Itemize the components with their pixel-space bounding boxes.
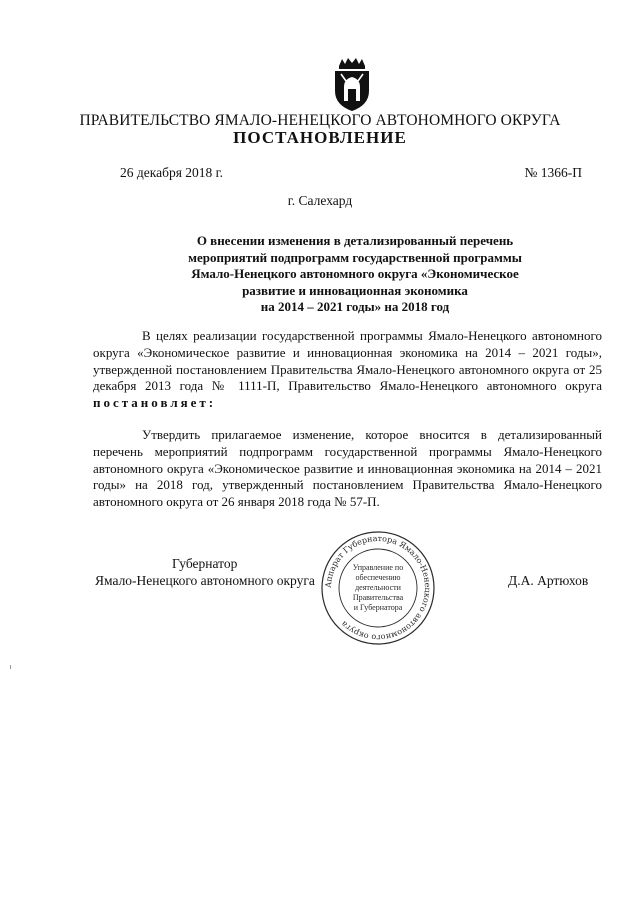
subject-line: на 2014 – 2021 годы» на 2018 год (260, 299, 450, 314)
document-city: г. Салехард (287, 193, 353, 208)
organization-name: ПРАВИТЕЛЬСТВО ЯМАЛО-НЕНЕЦКОГО АВТОНОМНОГО ОКРУГА (79, 112, 561, 129)
stamp-line: обеспечению (355, 573, 401, 582)
resolution-text: Утвердить прилагаемое изменение, которое вносится в детализированный перечень мероприятий подпрограмм государственной программы Ямало-Ненецкого автономного округа «Экономическое развитие и инновационная экономика на 2014 – 2021 годы» на 2018 год, утвержденный постановлением Правительства Ямало-Ненецкого автономного округа от 26 января 2018 года № 57-П. (93, 427, 602, 510)
subject-line: О внесении изменения в детализированный перечень (196, 233, 514, 248)
document-number: № 1366-П (524, 165, 582, 180)
official-stamp (319, 529, 437, 647)
stamp-line: деятельности (355, 583, 401, 592)
subject-line: мероприятий подпрограмм государственной программы (188, 249, 522, 265)
subject-line: Ямало-Ненецкого автономного округа «Экономическое (191, 266, 519, 281)
preamble-paragraph (93, 328, 602, 412)
yamal-coat-of-arms-icon (327, 57, 377, 113)
resolution-paragraph (93, 427, 602, 511)
stamp-line: и Губернатора (353, 603, 403, 612)
signatory-organization: Ямало-Ненецкого автономного округа (95, 573, 315, 588)
preamble-text: В целях реализации государственной программы Ямало-Ненецкого автономного округа «Экономическое развитие и инновационная экономика на 2014 – 2021 годы», утвержденной постановлением Правительства Ямало-Ненецкого автономного округа от 25 декабря 2013 года № 1111-П, Правительство Ямало-Ненецкого автономного округа (93, 328, 602, 394)
signatory-name: Д.А. Артюхов (508, 573, 589, 588)
document-type-title: ПОСТАНОВЛЕНИЕ (233, 128, 407, 147)
resolves-word: постановляет: (93, 395, 217, 411)
document-subject (135, 233, 575, 316)
scan-mark (10, 665, 11, 669)
stamp-line: Управление по (352, 563, 404, 572)
document-date: 26 декабря 2018 г. (120, 165, 224, 180)
subject-line: развитие и инновационная экономика (242, 282, 468, 298)
signatory-title: Губернатор (172, 556, 238, 571)
stamp-ring-text: Аппарат Губернатора Ямало-Ненецкого автономного округа (323, 533, 433, 643)
stamp-line: Правительства (352, 593, 404, 602)
